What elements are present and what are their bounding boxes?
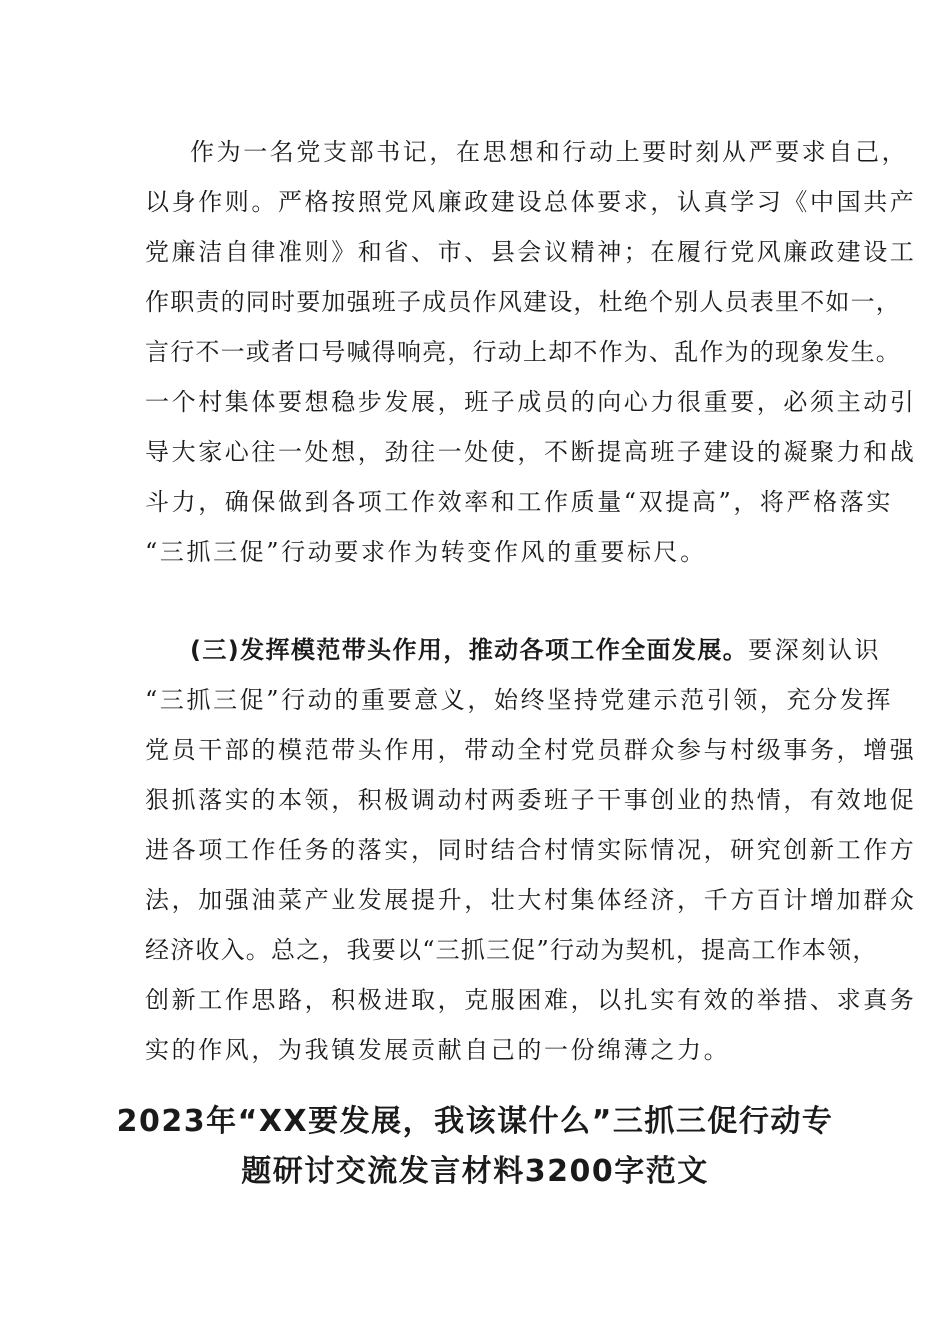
paragraph-line: 实的作风，为我镇发展贡献自己的一份绵薄之力。 bbox=[145, 1036, 731, 1064]
paragraph-line: 狠抓落实的本领，积极调动村两委班子干事创业的热情，有效地促 bbox=[145, 786, 917, 814]
paragraph-line: 作职责的同时要加强班子成员作风建设，杜绝个别人员表里不如一， bbox=[145, 288, 901, 316]
paragraph-line: 导大家心往一处想，劲往一处使，不断提高班子建设的凝聚力和战 bbox=[145, 438, 917, 466]
paragraph-line: 斗力，确保做到各项工作效率和工作质量“双提高”，将严格落实 bbox=[145, 488, 893, 516]
paragraph-line: 法，加强油菜产业发展提升，壮大村集体经济，千方百计增加群众 bbox=[145, 886, 917, 914]
paragraph-line: 创新工作思路，积极进取，克服困难，以扎实有效的举措、求真务 bbox=[145, 986, 917, 1014]
title-line-2: 题研讨交流发言材料3200字范文 bbox=[241, 1154, 709, 1189]
paragraph-line: 党员干部的模范带头作用，带动全村党员群众参与村级事务，增强 bbox=[145, 736, 917, 764]
paragraph-line: 言行不一或者口号喊得响亮，行动上却不作为、乱作为的现象发生。 bbox=[145, 338, 901, 366]
paragraph-line: 一个村集体要想稳步发展，班子成员的向心力很重要，必须主动引 bbox=[145, 388, 917, 416]
paragraph-line: 经济收入。总之，我要以“三抓三促”行动为契机，提高工作本领， bbox=[145, 936, 878, 964]
paragraph-first-line bbox=[190, 635, 881, 665]
paragraph-line: 党廉洁自律准则》和省、市、县会议精神；在履行党风廉政建设工 bbox=[145, 238, 917, 266]
paragraph-line-rest: 要深刻认识 bbox=[748, 636, 882, 664]
paragraph-line: 进各项工作任务的落实，同时结合村情实际情况，研究创新工作方 bbox=[145, 836, 917, 864]
section-heading: (三)发挥模范带头作用，推动各项工作全面发展。 bbox=[190, 636, 749, 664]
title-line-1: 2023年“XX要发展，我该谋什么”三抓三促行动专 bbox=[116, 1104, 834, 1139]
paragraph-line: 作为一名党支部书记，在思想和行动上要时刻从严要求自己， bbox=[190, 138, 909, 166]
paragraph-line: “三抓三促”行动的重要意义，始终坚持党建示范引领，充分发挥 bbox=[145, 686, 893, 714]
paragraph-line: “三抓三促”行动要求作为转变作风的重要标尺。 bbox=[145, 538, 707, 566]
paragraph-line: 以身作则。严格按照党风廉政建设总体要求，认真学习《中国共产 bbox=[145, 188, 917, 216]
